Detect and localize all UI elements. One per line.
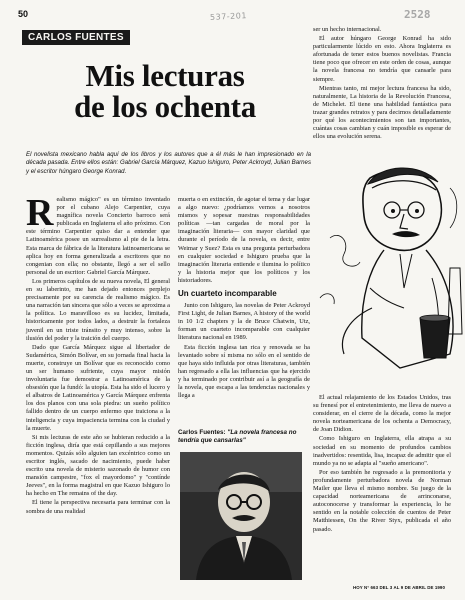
- body-paragraph: Esta ficción inglesa tan rica y renovada se ha levantado sobre sí misma no sólo en el sentido de que haya sido influida por otras literaturas, también han regresado a ella las influencias que ha ejercido y ha terminado por contribuir así a la geografía de la novela, que escapa a las tendencias nacionales y llega a: [178, 343, 310, 400]
- headline-line-2: de los ochenta: [74, 89, 256, 124]
- handwritten-note: 537-201: [209, 11, 248, 22]
- body-paragraph: El autor húngaro George Konrad ha sido particularmente lúcido en esto. Ahora Inglaterra es afortunada de tener estos buenos novelistas. Francia tiene poco que ofrecer en este orden de cosas, aunque la novela francesa no tendría que cansarle para siempre.: [313, 35, 451, 83]
- article-column-3-top: [313, 26, 451, 142]
- photo-caption: [178, 429, 306, 444]
- body-paragraph: Como Ishiguro en Inglaterra, ella atrapa a su sociedad en su momento de profundos cambios inadvertidos: resentida, lisa, incapaz de admitir que el mundo ya no se adapta al "sueño americano".: [313, 435, 451, 467]
- body-paragraph: Si mis lecturas de este año se hubieran reducido a la ficción inglesa, diría que está cepillando a sus mejores momentos. Quizás sólo alguien tan excéntrico como un escritor inglés, sacado de nacimiento, puede haber escrito una novela de misterio sazonado de humor con mansión campestre, "fox el mayordomo" y "contínde Jeeves", en la forma magistral en que Kazuo Ishiguro lo ha hecho en The remains of the day.: [26, 433, 170, 498]
- author-caricature-illustration: [300, 158, 465, 388]
- body-paragraph: muerta o en extinción, de agotar el tema y dar lugar a algo nuevo: ¿podríamos vernos a nosotros mismos y sopesar nuestras responsabilidades políticas —tan cargadas de moral por la imaginación literaria— con mayor claridad que durante el período de la novela, es decir, entre Weimar y Suez? Esta es una pregunta perturbadora en cualquier sociedad e Ishiguro prueba que la imaginación literaria entiende e ilumina lo político y la historia mejor que los políticos y los historiadores.: [178, 196, 310, 284]
- body-paragraph: Los primeros capítulos de su nueva novela, El general en su laberinto, me han dejado entonces perplejo precisamente por su carencia de realismo mágico. Es una narración tan sincera que sólo a veces se aproxima a la política. Lo maravilloso es su lucidez, limitada, historicamente por todos lados, a destruir la fortaleza juvenil en un triste tránsito y muy intenso, sobre la ilusión del poder y la traición del cuerpo.: [26, 277, 170, 342]
- page-number: 50: [18, 9, 29, 19]
- photo-caption-quote: "La novela francesa no tendría que cansarlas": [178, 429, 297, 444]
- body-paragraph: Por eso también he regresado a la premonitoria y profundamente perturbadora novela de Norman Mailer que lleva el mismo nombre. Su juego de la capacidad norteamericana de arrinconarse, autoconocerse y transformar la experiencia, lo he sentido en la notable colección de cuentos de Peter Matthiessen, On the River Styx, publicada el año pasado.: [313, 468, 451, 533]
- body-paragraph: El actual relajamiento de los Estados Unidos, tras su frenesí por el entretenimiento, me lleva de nuevo a considerar, en el cierre de la década, como la mejor novela norteamericana de los ochenta a Democracy, de Joan Didion.: [313, 394, 451, 434]
- body-paragraph: Realismo mágico" es un término inventado por el cubano Alejo Carpentier, cuya magnífica novela Concierto barroco será publicada en Inglaterra el año próximo. Con este término Carpentier quiso dar a entender que Latinoamérica posee un surrealismo al pie de la letra. Esta marca de fábrica de la literatura latinoamericana se aplica hoy en forma generalizada a escritores que no congenian con ella; no obstante, llegó a ser el sello personal de un escritor: Gabriel García Márquez.: [26, 192, 170, 276]
- archive-stamp-number: 2528: [404, 8, 431, 21]
- body-paragraph: ser un hecho internacional.: [313, 26, 382, 33]
- body-paragraph: Junto con Ishiguro, las novelas de Peter Ackroyd First Light, de Julian Barnes, A history of the world in 10 1/2 chapters y la de Bruce Chatwin, Utz, forman un cuarteto incomparable con cualquier literatura nacional en 1989.: [178, 302, 310, 342]
- article-headline: [60, 60, 270, 122]
- article-column-2: [178, 196, 310, 401]
- author-section-label: CARLOS FUENTES: [22, 30, 130, 45]
- article-column-3-bottom: [313, 394, 451, 535]
- article-column-1: [26, 192, 170, 517]
- body-paragraph: Mientras tanto, mi mejor lectura francesa ha sido, naturalmente, La historia de la Revolución Francesa, de Michelet. El tiene una habilidad fantástica para trazar grandes retratos y para decirnos detalladamente por qué los acontecimientos son tan importantes, cuántas cosas cambian y cuán imposible es esperar de ellos una evolución serena.: [313, 84, 451, 141]
- author-photo: [180, 452, 302, 580]
- drop-cap: R: [26, 192, 54, 234]
- issue-credit: HOY N° 663 DEL 3 AL 9 DE ABRIL DE 1990: [353, 585, 446, 590]
- photo-caption-name: Carlos Fuentes:: [178, 429, 226, 436]
- headline-line-1: Mis lecturas: [85, 58, 245, 93]
- body-paragraph: Dado que García Márquez sigue al libertador de Sudamérica, Simón Bolívar, en su jornada final hacia la muerte, construye un Bolívar que es reconocido como un ser humano sufriente, cuya mayor misión involuntaria fue demostrar a Latinoamérica de la obsesión que la fundó: la utopía. Esta ha sido el lucero y el albatros de Latinoamérica y García Márquez enfrenta los dos planos con una sola piedra: un sueño político fallido dentro de un cuerpo enfermo que traiciona a la inteligencia y cuya impaciencia termina con la ciudad y la muerte.: [26, 343, 170, 432]
- body-paragraph: El tiene la perspectiva necesaria para terminar con la sombra de una realidad: [26, 499, 170, 515]
- crosshead: Un cuarteto incomparable: [178, 289, 277, 299]
- article-deck: El novelista mexicano habla aquí de los libros y los autores que a él más le han impresionado en la década pasada. Entre ellos están: Gabriel García Márquez, Kazuo Ishiguro, Peter Ackroyd, Julian Barnes y el escritor húngaro George Konrad.: [26, 151, 311, 175]
